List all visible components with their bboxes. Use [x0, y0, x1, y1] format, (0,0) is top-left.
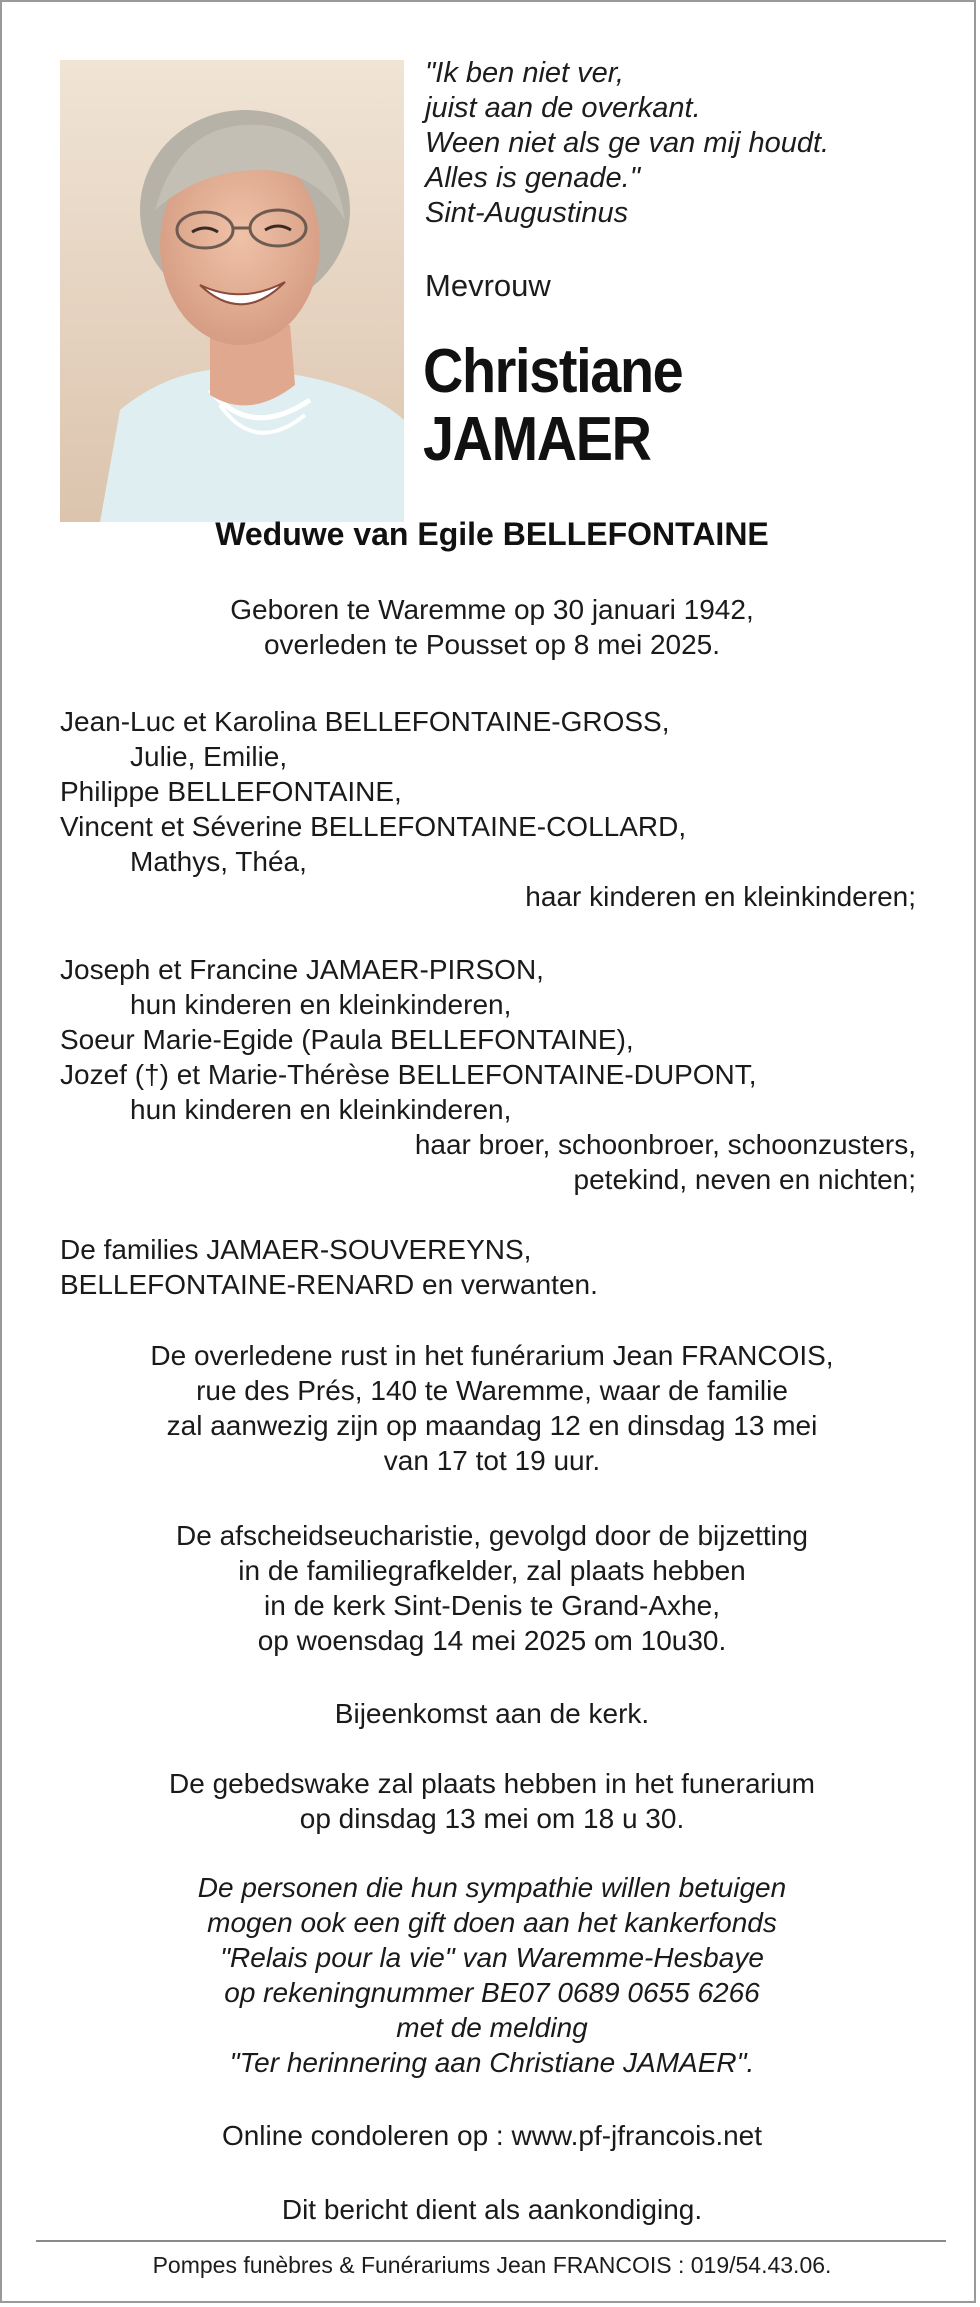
text-line: op woensdag 14 mei 2025 om 10u30. — [257, 1625, 727, 1656]
text-line: van 17 tot 19 uur. — [383, 1445, 601, 1476]
condolence-link-text: Online condoleren op : www.pf-jfrancois.net — [221, 2120, 763, 2151]
text-line: overleden te Pousset op 8 mei 2025. — [263, 629, 721, 660]
birth-death-block — [2, 592, 980, 662]
text-line: Vincent et Séverine BELLEFONTAINE-COLLARD, — [60, 811, 687, 842]
meeting-block — [2, 1696, 980, 1731]
text-line: haar kinderen en kleinkinderen; — [525, 881, 916, 912]
quote — [425, 56, 945, 231]
text-line: petekind, neven en nichten; — [573, 1164, 916, 1195]
family-siblings-block — [60, 952, 916, 1197]
text-line: Jean-Luc et Karolina BELLEFONTAINE-GROSS, — [60, 706, 670, 737]
quote-line: Alles is genade." — [425, 162, 641, 194]
footer-divider — [36, 2240, 946, 2242]
text-line: op rekeningnummer BE07 0689 0655 6266 — [224, 1977, 760, 2008]
text-line: Bijeenkomst aan de kerk. — [334, 1698, 650, 1729]
text-line: in de kerk Sint-Denis te Grand-Axhe, — [264, 1590, 720, 1621]
last-name: JAMAER — [423, 405, 651, 474]
text-line: Jozef (†) et Marie-Thérèse BELLEFONTAINE-DUPONT, — [60, 1059, 757, 1090]
text-line: hun kinderen en kleinkinderen, — [130, 1094, 512, 1125]
text-line: De families JAMAER-SOUVEREYNS, — [60, 1234, 532, 1265]
text-line: zal aanwezig zijn op maandag 12 en dinsdag 13 mei — [166, 1410, 818, 1441]
text-line: mogen ook een gift doen aan het kankerfonds — [207, 1907, 777, 1938]
donation-block — [2, 1870, 980, 2080]
text-line: De afscheidseucharistie, gevolgd door de bijzetting — [176, 1520, 808, 1551]
online-condolence — [2, 2118, 980, 2153]
footer-text: Pompes funèbres & Funérariums Jean FRANCOIS : 019/54.43.06. — [152, 2252, 832, 2278]
text-line: Julie, Emilie, — [130, 741, 288, 772]
text-line: De personen die hun sympathie willen betuigen — [197, 1872, 787, 1903]
service-block — [2, 1518, 980, 1658]
text-line: Dit bericht dient als aankondiging. — [281, 2194, 703, 2225]
text-line: BELLEFONTAINE-RENARD en verwanten. — [60, 1269, 598, 1300]
portrait-photo — [60, 60, 404, 522]
quote-author: Sint-Augustinus — [425, 197, 629, 229]
families-block — [60, 1232, 916, 1302]
text-line: De gebedswake zal plaats hebben in het funerarium — [169, 1768, 815, 1799]
text-line: De overledene rust in het funérarium Jean FRANCOIS, — [150, 1340, 834, 1371]
quote-line: "Ik ben niet ver, — [425, 57, 624, 89]
quote-line: Ween niet als ge van mij houdt. — [425, 127, 830, 159]
quote-line: juist aan de overkant. — [425, 92, 701, 124]
text-line: Soeur Marie-Egide (Paula BELLEFONTAINE), — [60, 1024, 634, 1055]
text-line: op dinsdag 13 mei om 18 u 30. — [299, 1803, 685, 1834]
text-line: rue des Prés, 140 te Waremme, waar de familie — [196, 1375, 788, 1406]
text-line: "Relais pour la vie" van Waremme-Hesbaye — [220, 1942, 764, 1973]
family-children-block — [60, 704, 916, 914]
text-line: hun kinderen en kleinkinderen, — [130, 989, 512, 1020]
notice-block — [2, 2192, 980, 2227]
text-line: met de melding — [396, 2012, 588, 2043]
text-line: Mathys, Théa, — [130, 846, 307, 877]
text-line: "Ter herinnering aan Christiane JAMAER". — [229, 2047, 755, 2078]
salutation: Mevrouw — [425, 268, 551, 303]
text-line: Geboren te Waremme op 30 januari 1942, — [230, 594, 754, 625]
text-line: Philippe BELLEFONTAINE, — [60, 776, 402, 807]
wake-block — [2, 1766, 980, 1836]
first-name: Christiane — [423, 337, 683, 406]
funerarium-block — [2, 1338, 980, 1478]
deceased-name — [423, 338, 682, 474]
widow-of: Weduwe van Egile BELLEFONTAINE — [215, 516, 769, 552]
text-line: Joseph et Francine JAMAER-PIRSON, — [60, 954, 544, 985]
text-line: haar broer, schoonbroer, schoonzusters, — [414, 1129, 916, 1160]
portrait-image — [60, 60, 404, 522]
text-line: in de familiegrafkelder, zal plaats hebben — [238, 1555, 746, 1586]
